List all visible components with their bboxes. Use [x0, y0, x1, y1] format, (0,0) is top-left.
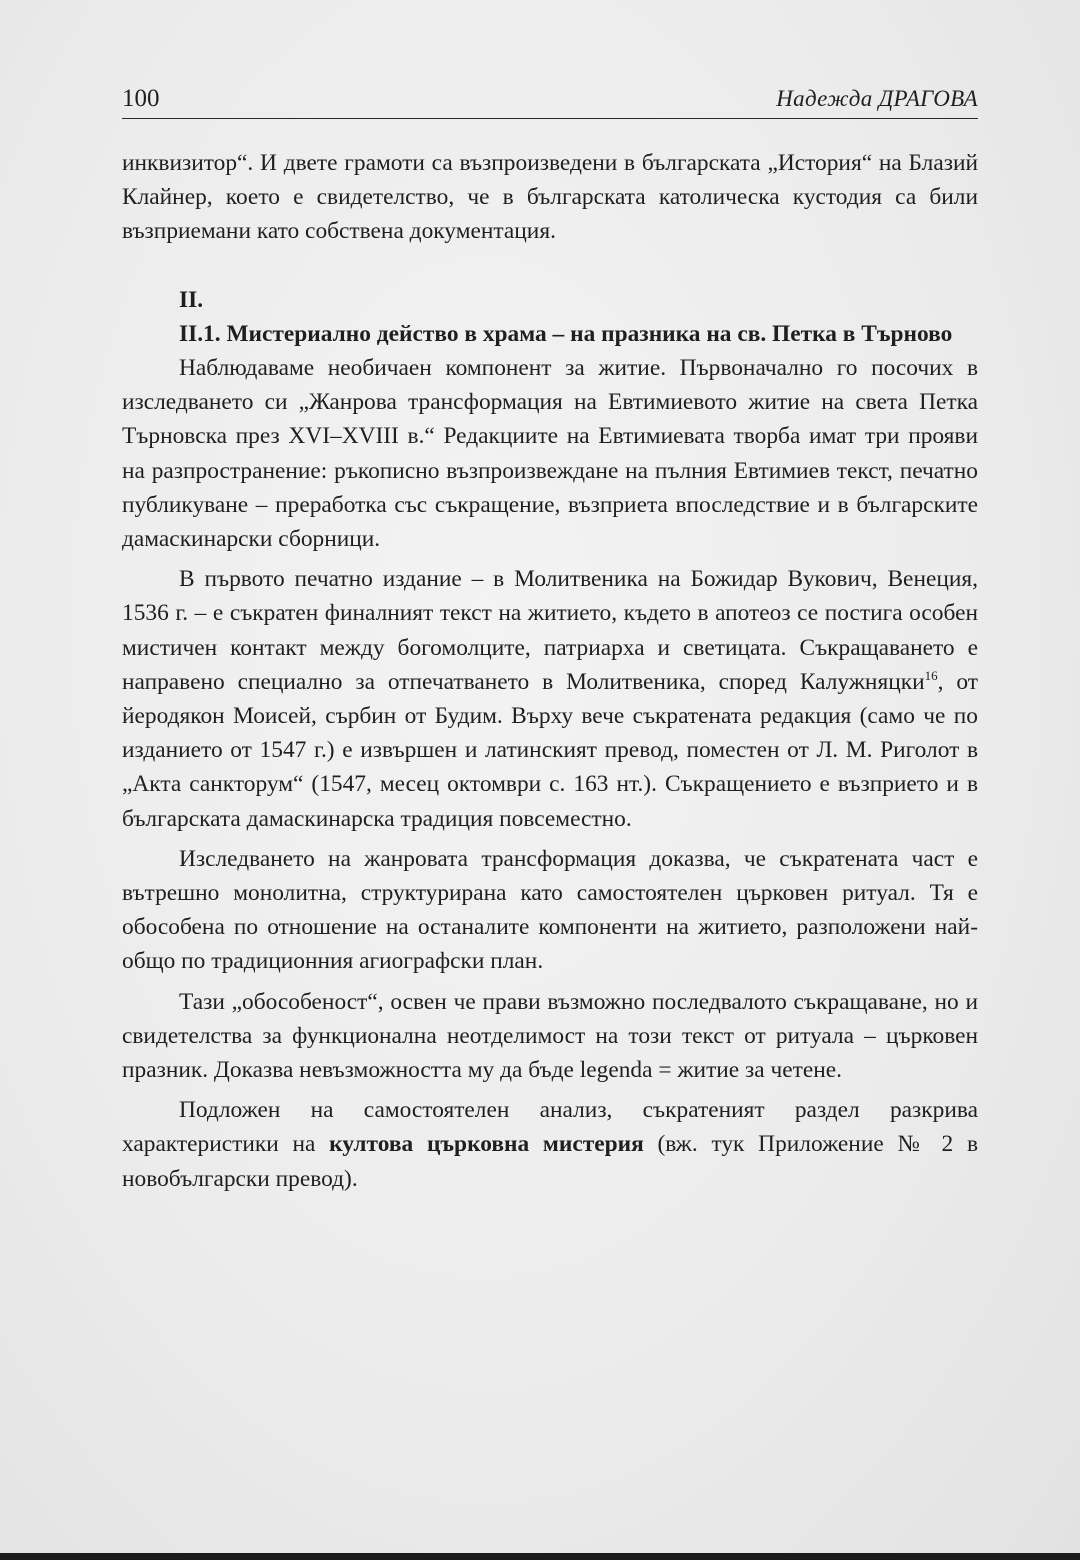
section-gap	[122, 249, 978, 283]
footnote-reference: 16	[924, 667, 938, 683]
emphasized-term: култова църковна мистерия	[329, 1131, 644, 1158]
scan-bottom-edge	[0, 1553, 1080, 1560]
paragraph-continued: инквизитор“. И двете грамоти са възпроизведени в българската „История“ на Блазий Клайнер, което е свидетелство, че в българската католическа кустодия са били възприемани като собствена документация.	[122, 150, 978, 245]
section-number: II.	[179, 286, 204, 313]
paragraph	[122, 562, 978, 836]
paragraph-text: В първото печатно издание – в Молитвеника на Божидар Вукович, Венеция, 1536 г. – е съкратен финалният текст на житието, където в апотеоз се постига особен мистичен контакт между богомолците, патриарха и светицата. Съкращаването е направено специално за отпечатването в Молитвеника, според Калужняцки	[122, 566, 978, 695]
paragraph: Наблюдаваме необичаен компонент за житие. Първоначално го посочих в изследването си „Жанрова трансформация на Евтимиевото житие на света Петка Търновска през XVI–XVIII в.“ Редакциите на Евтимиевата творба имат три прояви на разпространение: ръкописно възпроизвеждане на пълния Евтимиев текст, печатно публикуване – преработка със съкращение, възприета впоследствие и в българските дамаскинарски сборници.	[122, 355, 978, 553]
paragraph: Изследването на жанровата трансформация доказва, че съкратената част е вътрешно монолитна, структурирана като самостоятелен църковен ритуал. Тя е обособена по отношение на останалите компоненти на житието, разположени най-общо по традиционния агиографски план.	[122, 845, 978, 975]
running-author: Надежда ДРАГОВА	[776, 86, 978, 111]
paragraph: Тази „обособеност“, освен че прави възможно последвалото съкращаване, но и свидетелства за функционална неотделимост на този текст от ритуала – църковен празник. Доказва невъзможността му да бъде legenda = житие за четене.	[122, 988, 978, 1084]
paragraph-text: Подложен на самостоятелен анализ, съкратеният раздел разкрива характеристики на	[122, 1097, 978, 1158]
page-number: 100	[122, 85, 160, 112]
subsection-heading: II.1. Мистериално действо в храма – на празника на св. Петка в Търново	[179, 320, 953, 347]
running-header	[122, 84, 978, 119]
body-text	[122, 146, 978, 1196]
paragraph-text: (вж. тук Приложение № 2 в новобългарски превод).	[122, 1131, 979, 1192]
paragraph	[122, 1093, 978, 1196]
paragraph-text: , от йеродякон Моисей, сърбин от Будим. Върху вече съкратената редакция (само че по изданието от 1547 г.) е извършен и латинският превод, поместен от Л. М. Риголот в „Акта санкторум“ (1547, месец октомври с. 163 нт.). Съкращението е възприето и в българската дамаскинарска традиция повсеместно.	[122, 668, 978, 832]
